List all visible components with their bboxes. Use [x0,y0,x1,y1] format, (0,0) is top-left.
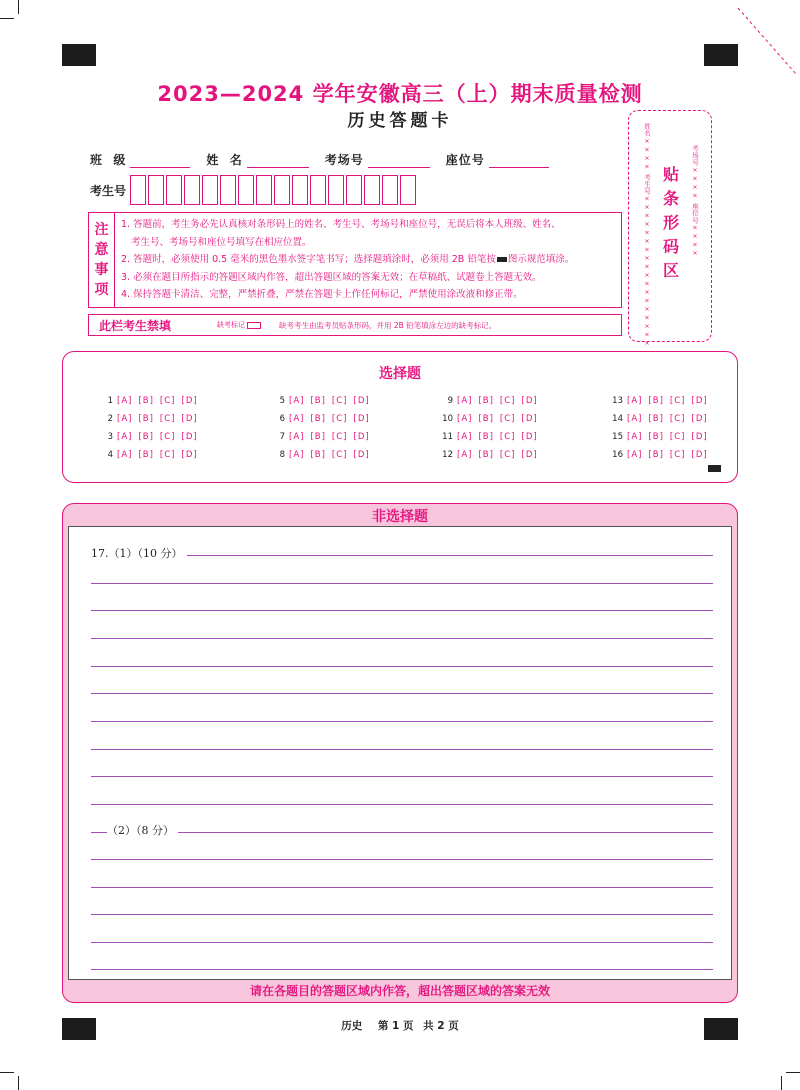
answer-line [91,859,713,860]
choice-row [265,428,376,446]
student-id-box[interactable] [400,175,416,205]
barcode-title-char: 区 [662,261,679,280]
choice-bubble[interactable]: [D] [353,432,370,442]
question-number: 14 [612,414,623,424]
choice-bubble[interactable]: [D] [691,414,708,424]
answer-line [91,583,713,584]
choice-row [265,392,376,410]
choice-bubble[interactable]: [C] [499,432,516,442]
crop-mark-br-h [786,1072,800,1073]
choice-bubble[interactable]: [D] [181,450,198,460]
crop-mark-tl-v [18,0,19,14]
student-id-box[interactable] [220,175,236,205]
page-title: 2023—2024 学年安徽高三（上）期末质量检测 [157,82,643,106]
answer-line [91,832,713,833]
student-id-box[interactable] [364,175,380,205]
answer-line [91,666,713,667]
notice-label-char: 注 [94,222,109,238]
free-response-title: 非选择题 [372,509,428,525]
choice-row [93,392,204,410]
barcode-right-text: 考场号×××× 座位号×××× [691,145,699,258]
answer-line [91,638,713,639]
choice-bubble[interactable]: [A] [457,414,473,424]
choice-bubble[interactable]: [C] [159,396,176,406]
question-number: 12 [442,450,453,460]
choice-row [603,392,714,410]
choice-bubble[interactable]: [D] [181,432,198,442]
student-id-box[interactable] [256,175,272,205]
choice-bubble[interactable]: [C] [669,414,686,424]
answer-line [91,969,713,970]
question-number: 15 [612,432,623,442]
notice-item-2b: 图示规范填涂。 [507,254,575,265]
question-number: 10 [442,414,453,424]
question-number: 8 [279,450,285,460]
choice-bubble[interactable]: [D] [521,432,538,442]
student-id-label: 考生号 [90,183,127,198]
answer-line [91,942,713,943]
room-field[interactable] [368,167,430,168]
staff-only-label: 此栏考生禁填 [99,318,172,333]
question-number: 3 [107,432,113,442]
choice-bubble[interactable]: [A] [289,414,305,424]
absent-mark-label: 缺考标记 [217,321,245,329]
footer-subject: 历史 [341,1020,363,1032]
answer-line [91,721,713,722]
choice-bubble[interactable]: [A] [457,450,473,460]
choice-row [93,410,204,428]
crop-mark-bl-v [18,1076,19,1090]
choice-bubble[interactable]: [A] [627,450,643,460]
question-number: 5 [279,396,285,406]
choice-bubble[interactable]: [C] [331,396,348,406]
answer-line [91,804,713,805]
barcode-area[interactable] [628,110,712,348]
question-number: 7 [279,432,285,442]
choice-bubble[interactable]: [C] [331,414,348,424]
choice-row [265,446,376,464]
student-id-box[interactable] [346,175,362,205]
free-response-footer: 请在各题目的答题区域内作答，超出答题区域的答案无效 [249,984,550,998]
choice-bubble[interactable]: [D] [691,450,708,460]
choice-column [93,392,204,464]
notice-text [121,216,619,304]
choice-bubble[interactable]: [C] [499,396,516,406]
choice-bubble[interactable]: [D] [353,414,370,424]
choice-bubble[interactable]: [C] [159,450,176,460]
footer-page: 第 1 页 [377,1020,414,1032]
crop-mark-tl-h [0,18,14,19]
question-number: 2 [107,414,113,424]
notice-label-char: 事 [94,262,109,278]
choice-bubble[interactable]: [B] [138,414,154,424]
page-subtitle: 历史答题卡 [347,111,453,131]
choice-bubble[interactable]: [B] [478,414,494,424]
student-id-box[interactable] [310,175,326,205]
fold-line [730,0,800,80]
crop-mark-br-v [781,1076,782,1090]
student-id-box[interactable] [130,175,146,205]
multiple-choice-section [62,351,738,483]
notice-item-2a: 2. 答题时，必须使用 0.5 毫米的黑色墨水签字笔书写；选择题填涂时，必须用 2B 铅笔按 [121,254,496,265]
choice-bubble[interactable]: [B] [310,396,326,406]
barcode-title-char: 条 [662,189,679,208]
student-id-box[interactable] [238,175,254,205]
student-id-box[interactable] [382,175,398,205]
choice-bubble[interactable]: [C] [331,432,348,442]
choice-bubble[interactable]: [D] [691,432,708,442]
answer-line [91,887,713,888]
choice-bubble[interactable]: [B] [310,432,326,442]
choice-bubble[interactable]: [D] [353,450,370,460]
room-label: 考场号 [324,153,364,167]
question-number: 4 [107,450,113,460]
alignment-mark-top-left [62,44,96,66]
choice-bubble[interactable]: [B] [648,396,664,406]
choice-bubble[interactable]: [A] [627,414,643,424]
choice-bubble[interactable]: [B] [310,414,326,424]
choice-row [603,428,714,446]
choice-bubble[interactable]: [B] [478,450,494,460]
choice-bubble[interactable]: [C] [159,414,176,424]
choice-bubble[interactable]: [B] [138,450,154,460]
student-id-box[interactable] [166,175,182,205]
choice-bubble[interactable]: [C] [669,396,686,406]
notice-item-1a: 1. 答题前，考生务必先认真核对条形码上的姓名、考生号、考场号和座位号，无误后将本人班级、姓名、 [121,219,561,230]
choice-row [93,428,204,446]
choice-bubble[interactable]: [D] [181,414,198,424]
choice-bubble[interactable]: [A] [457,396,473,406]
student-id-row [90,175,418,205]
barcode-title [661,163,681,283]
notice-item-4: 4. 保持答题卡清洁、完整，严禁折叠，严禁在答题卡上作任何标记，严禁使用涂改液和修正带。 [121,289,523,300]
alignment-mark-top-right [704,44,738,66]
choice-bubble[interactable]: [B] [478,396,494,406]
name-field[interactable] [247,167,309,168]
choice-column [265,392,376,464]
staff-only-row [88,314,622,336]
student-id-box[interactable] [328,175,344,205]
student-id-box[interactable] [274,175,290,205]
choice-bubble[interactable]: [C] [499,450,516,460]
choice-row [433,428,544,446]
choice-row [603,410,714,428]
page-footer [0,1018,800,1033]
choice-row [433,392,544,410]
barcode-title-char: 贴 [662,165,679,184]
question-number: 13 [612,396,623,406]
footer-total: 共 2 页 [423,1020,459,1032]
choice-bubble[interactable]: [A] [117,414,133,424]
choice-row [603,446,714,464]
choice-bubble[interactable]: [B] [478,432,494,442]
student-info-row [90,151,565,168]
absent-mark-box[interactable] [247,322,261,329]
answer-area[interactable] [68,526,732,980]
class-label: 班 级 [90,153,127,167]
notice-item-3: 3. 必须在题目所指示的答题区域内作答，超出答题区域的答案无效；在草稿纸、试题卷上答题无效。 [121,271,542,283]
choice-bubble[interactable]: [B] [310,450,326,460]
answer-line [91,914,713,915]
notice-box [88,212,622,308]
choice-bubble[interactable]: [B] [648,432,664,442]
student-id-box[interactable] [292,175,308,205]
choice-bubble[interactable]: [C] [669,432,686,442]
student-id-box[interactable] [148,175,164,205]
choice-bubble[interactable]: [D] [521,396,538,406]
choice-row [265,410,376,428]
question-number: 11 [442,432,453,442]
student-id-box[interactable] [202,175,218,205]
barcode-title-char: 形 [662,213,679,232]
choice-row [433,446,544,464]
question-number: 1 [107,396,113,406]
notice-label [89,213,115,307]
choice-bubble[interactable]: [D] [521,414,538,424]
answer-line [91,610,713,611]
choice-bubble[interactable]: [C] [499,414,516,424]
notice-label-char: 项 [94,282,109,298]
seat-field[interactable] [489,167,549,168]
choice-bubble[interactable]: [B] [138,396,154,406]
question-17-1-label: 17.（1）（10 分） [91,545,187,561]
choice-bubble[interactable]: [C] [331,450,348,460]
choice-row [93,446,204,464]
choice-bubble[interactable]: [A] [117,432,133,442]
choice-bubble[interactable]: [B] [138,432,154,442]
alignment-mark-small [708,465,721,472]
answer-line [91,749,713,750]
crop-mark-bl-h [0,1072,14,1073]
choice-bubble[interactable]: [A] [627,396,643,406]
question-17-2-label: （2）（8 分） [107,822,178,838]
choice-bubble[interactable]: [A] [289,450,305,460]
choice-bubble[interactable]: [A] [289,432,305,442]
choice-bubble[interactable]: [B] [648,450,664,460]
choice-bubble[interactable]: [A] [117,450,133,460]
choice-bubble[interactable]: [D] [353,396,370,406]
notice-label-char: 意 [94,242,109,258]
choice-column [433,392,544,464]
choice-bubble[interactable]: [A] [289,396,305,406]
choice-bubble[interactable]: [D] [181,396,198,406]
filled-mark-example-icon [497,257,507,262]
answer-line [91,776,713,777]
seat-label: 座位号 [445,153,485,167]
student-id-box[interactable] [184,175,200,205]
notice-item-1b: 考生号、考场号和座位号填写在相应位置。 [131,236,312,248]
choice-bubble[interactable]: [D] [691,396,708,406]
answer-line [91,693,713,694]
choice-bubble[interactable]: [B] [648,414,664,424]
barcode-left-text: 姓名×××× 考生号×××××××××××××××××× [643,123,651,348]
choice-bubble[interactable]: [A] [627,432,643,442]
notice-item-2 [121,251,619,269]
class-field[interactable] [130,167,190,168]
question-number: 9 [447,396,453,406]
choice-row [433,410,544,428]
choice-bubble[interactable]: [A] [117,396,133,406]
question-number: 16 [612,450,623,460]
barcode-title-char: 码 [662,237,679,256]
name-label: 姓 名 [206,153,243,167]
choice-bubble[interactable]: [A] [457,432,473,442]
choice-bubble[interactable]: [D] [521,450,538,460]
free-response-section [62,503,738,1003]
choice-column [603,392,714,464]
multiple-choice-title: 选择题 [379,366,421,382]
question-number: 6 [279,414,285,424]
absent-mark-note: 缺考考生由监考员贴条形码，并用 2B 铅笔填涂左边的缺考标记。 [279,320,497,330]
choice-bubble[interactable]: [C] [669,450,686,460]
choice-bubble[interactable]: [C] [159,432,176,442]
